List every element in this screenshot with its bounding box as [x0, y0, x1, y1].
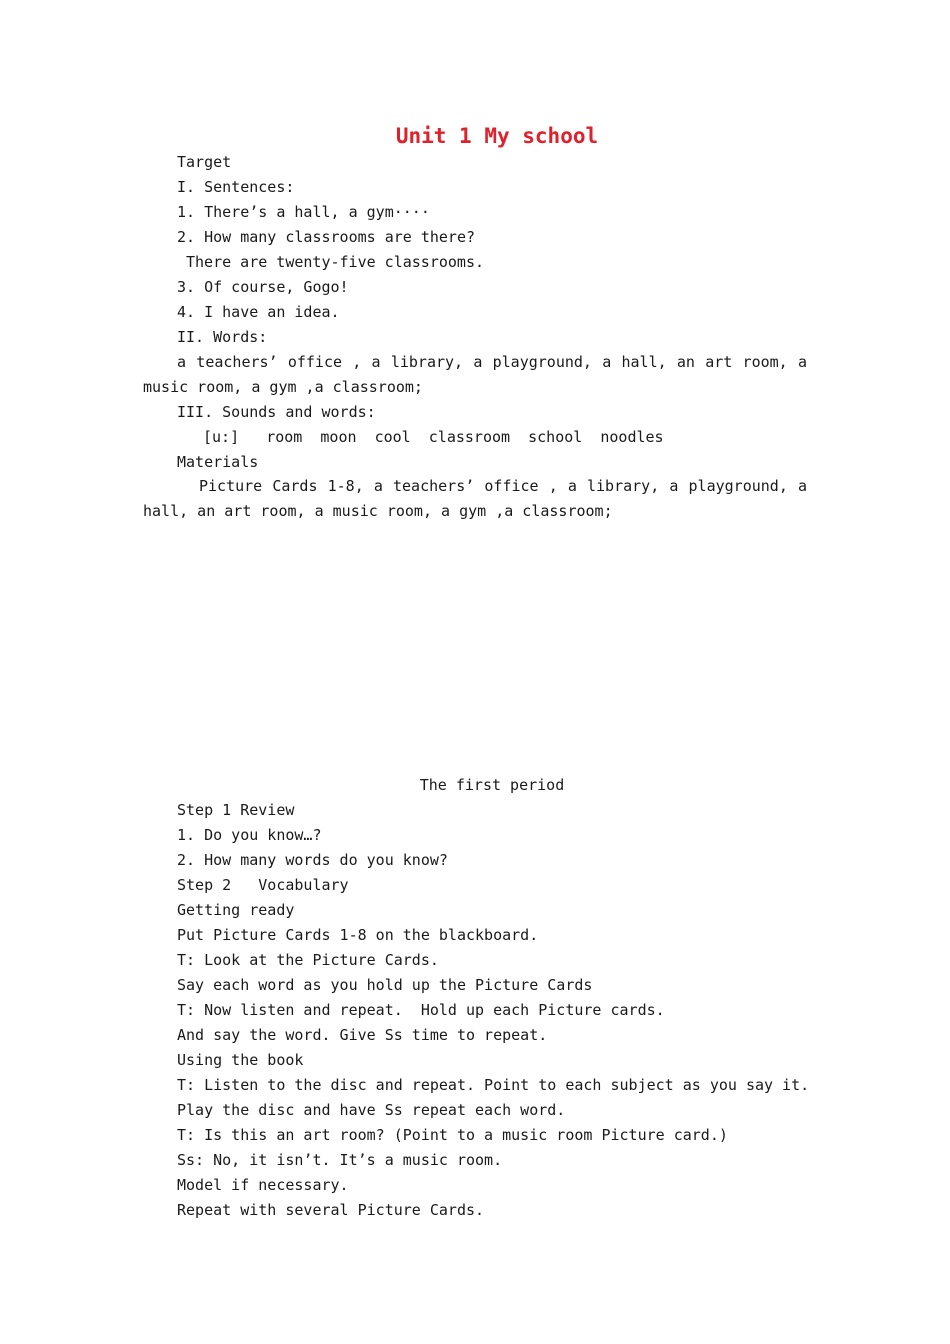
sentence-1: 1. There’s a hall, a gym···· [177, 203, 430, 221]
period-line: Step 2 Vocabulary [177, 876, 349, 894]
sounds-line: [u:] room moon cool classroom school noodles [203, 428, 664, 446]
period-line: T: Now listen and repeat. Hold up each Picture cards. [177, 1001, 665, 1019]
period-line: T: Listen to the disc and repeat. Point to each subject as you say it. [177, 1076, 810, 1094]
period-line: Using the book [177, 1051, 304, 1069]
period-line: Put Picture Cards 1-8 on the blackboard. [177, 926, 539, 944]
words-heading: II. Words: [177, 328, 268, 346]
period-line: Getting ready [177, 901, 295, 919]
period-line: Ss: No, it isn’t. It’s a music room. [177, 1151, 503, 1169]
target-heading: Target [177, 153, 232, 171]
period-line: T: Is this an art room? (Point to a music room Picture card.) [177, 1126, 728, 1144]
sounds-heading: III. Sounds and words: [177, 403, 376, 421]
sentence-2: 2. How many classrooms are there? [177, 228, 476, 246]
sentence-3: 3. Of course, Gogo! [177, 278, 349, 296]
period-line: Say each word as you hold up the Picture Cards [177, 976, 593, 994]
period-line: Repeat with several Picture Cards. [177, 1201, 485, 1219]
sentences-heading: I. Sentences: [177, 178, 295, 196]
document-title: Unit 1 My school [395, 124, 599, 148]
period-line: 2. How many words do you know? [177, 851, 448, 869]
period-line: T: Look at the Picture Cards. [177, 951, 439, 969]
period-heading: The first period [419, 776, 565, 794]
materials-text: Picture Cards 1-8, a teachers’ office , a library, a playground, a hall, an art room, a music room, a gym ,a classroom; [143, 477, 807, 520]
period-line: Play the disc and have Ss repeat each word. [177, 1101, 566, 1119]
sentence-2-answer: There are twenty-five classrooms. [186, 253, 485, 271]
period-line: And say the word. Give Ss time to repeat. [177, 1026, 548, 1044]
period-line: 1. Do you know…? [177, 826, 322, 844]
period-line: Model if necessary. [177, 1176, 349, 1194]
words-list: a teachers’ office , a library, a playground, a hall, an art room, a music room, a gym ,a classroom; [143, 353, 807, 396]
sentence-4: 4. I have an idea. [177, 303, 340, 321]
period-line: Step 1 Review [177, 801, 295, 819]
materials-heading: Materials [177, 453, 259, 471]
